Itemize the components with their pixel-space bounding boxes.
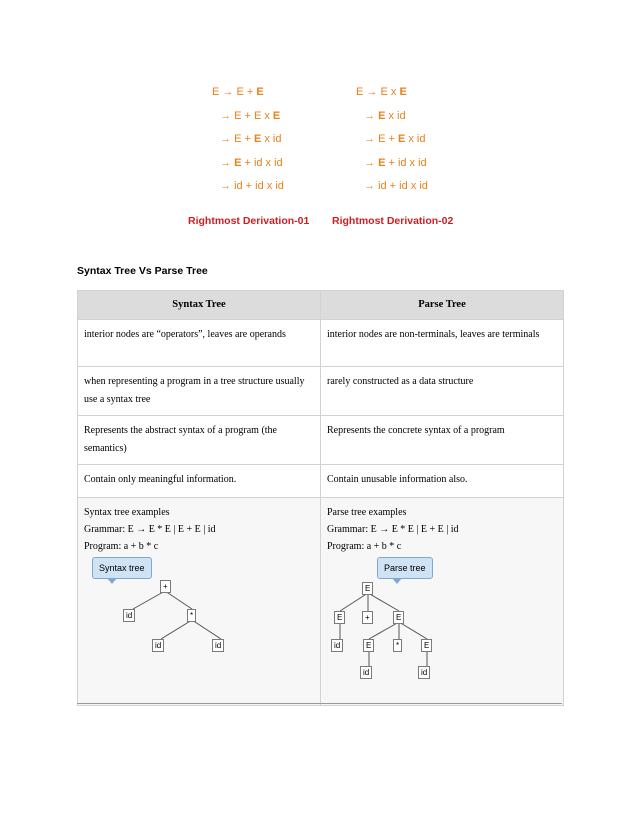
derives-arrow: → (220, 109, 235, 122)
tree-node-id: id (418, 666, 430, 679)
table-row (78, 416, 564, 465)
table-header-row (78, 291, 564, 320)
derivation-step (364, 157, 428, 181)
table-cell: Contain only meaningful information. (78, 465, 321, 498)
edge (165, 591, 192, 609)
syntax-tree-bubble: Syntax tree (92, 557, 152, 579)
tree-node-star: * (187, 609, 196, 622)
parse-tree-diagram (327, 559, 557, 689)
syntax-example-program: Program: a + b * c (84, 541, 159, 552)
derivation-symbol: + (241, 133, 254, 145)
parse-tree-bubble: Parse tree (377, 557, 433, 579)
comparison-table (77, 290, 564, 706)
derivation-symbol: E (256, 86, 264, 98)
header-parse-tree: Parse Tree (321, 291, 564, 320)
parse-example-grammar: Grammar: E → E * E | E + E | id (327, 524, 459, 535)
table-cell: Contain unusable information also. (321, 465, 564, 498)
table-row (78, 320, 564, 367)
derivation-symbol: x (261, 109, 273, 122)
table-bottom-rule (77, 703, 562, 704)
table-row-examples (78, 498, 564, 706)
tree-node-star: * (393, 639, 402, 652)
derivation-step (364, 180, 428, 204)
tree-node-plus: + (362, 611, 373, 624)
derivation-symbol: id + id x id (378, 180, 428, 192)
derivation-01-title: Rightmost Derivation-01 (188, 215, 310, 227)
tree-node-E: E (421, 639, 432, 652)
edge (161, 620, 192, 639)
derivation-symbol: E (234, 133, 242, 145)
derivation-step (364, 110, 428, 134)
derivation-step (220, 157, 284, 181)
tree-node-E: E (363, 639, 374, 652)
table-cell: Represents the concrete syntax of a program (321, 416, 564, 465)
derives-arrow: → (220, 156, 235, 169)
tree-node-id: id (360, 666, 372, 679)
derivation-symbol: E (397, 133, 406, 145)
derivation-step (220, 110, 284, 134)
derivation-02-title: Rightmost Derivation-02 (332, 215, 454, 227)
tree-node-id: id (331, 639, 343, 652)
derivation-symbol: E (234, 156, 242, 169)
tree-node-E: E (362, 582, 373, 595)
syntax-tree-diagram (84, 559, 314, 689)
table-row (78, 367, 564, 416)
edge (368, 593, 399, 611)
syntax-tree-example-cell (78, 498, 321, 706)
edge (133, 591, 165, 609)
derives-arrow: → (364, 180, 379, 192)
derivation-symbol: E (272, 109, 281, 122)
tree-node-plus: + (160, 580, 171, 593)
edge (399, 622, 427, 639)
derivation-symbol: E (212, 86, 220, 98)
derivation-symbol: E (253, 109, 262, 122)
tree-node-E: E (334, 611, 345, 624)
derives-arrow: → (364, 133, 379, 145)
derives-arrow: → (220, 133, 235, 145)
derivation-symbol: E (236, 86, 244, 98)
derivation-symbol: E (378, 109, 386, 122)
table-cell: interior nodes are non-terminals, leaves are terminals (321, 320, 564, 367)
table-row (78, 465, 564, 498)
derivation-symbol: x id (405, 133, 426, 145)
derivation-step (220, 133, 284, 157)
edge (340, 593, 368, 611)
edge (369, 622, 399, 639)
derivation-step (212, 86, 284, 110)
derivation-symbol: + id x id (385, 156, 427, 169)
syntax-example-title: Syntax tree examples (84, 507, 170, 518)
table-cell: rarely constructed as a data structure (321, 367, 564, 416)
tree-node-id: id (123, 609, 135, 622)
derivation-symbol: E (356, 86, 364, 98)
section-heading: Syntax Tree Vs Parse Tree (77, 265, 208, 277)
derivation-symbol: id + id x id (234, 180, 284, 192)
derivation-symbol: + (385, 133, 398, 145)
derivation-symbol: E (380, 86, 388, 98)
derivation-step (364, 133, 428, 157)
derivation-step (220, 180, 284, 204)
derivation-symbol: E (253, 133, 262, 145)
derivation-symbol: E (378, 133, 386, 145)
derivation-symbol: E (234, 109, 242, 122)
derives-arrow: → (364, 156, 379, 169)
table-cell: when representing a program in a tree structure usually use a syntax tree (78, 367, 321, 416)
derivation-symbol: x (387, 86, 400, 98)
edge (192, 620, 221, 639)
derives-arrow: → (364, 109, 379, 122)
derivation-02 (356, 86, 428, 204)
header-syntax-tree: Syntax Tree (78, 291, 321, 320)
derivation-symbol: x id (261, 133, 282, 145)
derivation-symbol: E (399, 86, 407, 98)
derivation-01 (212, 86, 284, 204)
derivation-symbol: x id (385, 109, 406, 122)
derivation-symbol: + (243, 86, 257, 98)
syntax-example-grammar: Grammar: E → E * E | E + E | id (84, 524, 216, 535)
tree-node-id: id (212, 639, 224, 652)
table-cell: interior nodes are “operators”, leaves are operands (78, 320, 321, 367)
derivation-symbol: + (241, 109, 254, 122)
derivation-step (356, 86, 428, 110)
parse-example-title: Parse tree examples (327, 507, 407, 518)
derivation-symbol: + id x id (241, 156, 283, 169)
tree-node-id: id (152, 639, 164, 652)
table-cell: Represents the abstract syntax of a program (the semantics) (78, 416, 321, 465)
derivation-symbol: E (378, 156, 386, 169)
parse-tree-example-cell (321, 498, 564, 706)
derivation-symbol: → (363, 86, 381, 98)
parse-example-program: Program: a + b * c (327, 541, 402, 552)
tree-node-E: E (393, 611, 404, 624)
derives-arrow: → (220, 180, 235, 192)
derivation-symbol: → (219, 86, 237, 98)
